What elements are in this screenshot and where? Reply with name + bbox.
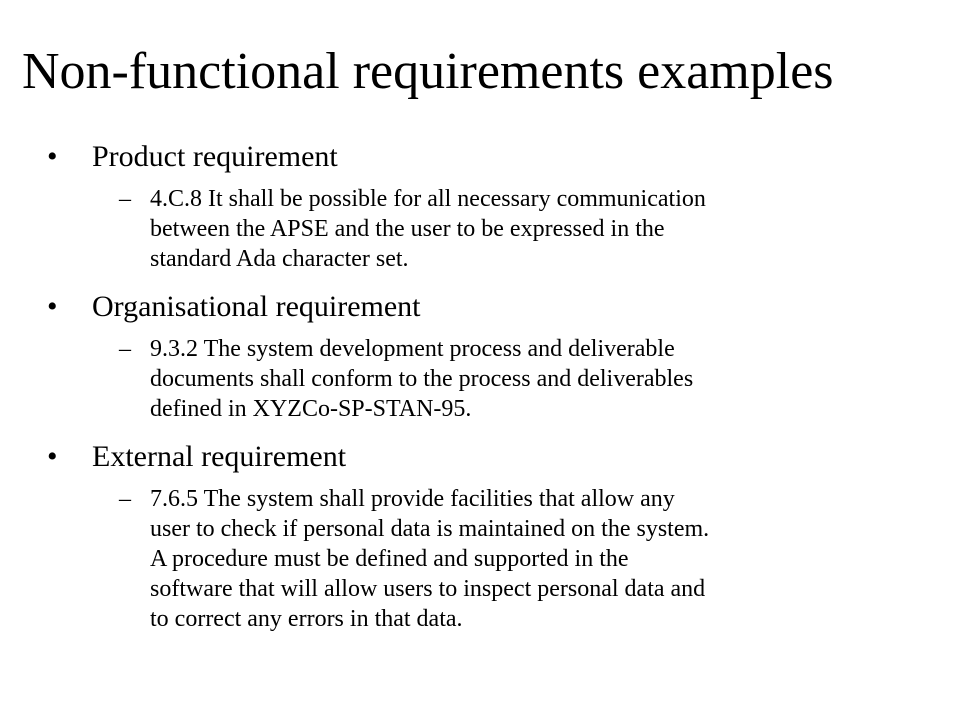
dash-icon: –	[119, 336, 131, 362]
requirement-detail: 9.3.2 The system development process and deliverable documents shall conform to the process and deliverables defined in XYZCo-SP-STAN-95.	[150, 336, 694, 422]
requirement-heading: Product requirement	[92, 140, 338, 173]
slide-title: Non-functional requirements examples	[22, 43, 834, 100]
requirement-section-organisational	[0, 286, 960, 424]
bullet-list	[0, 136, 960, 646]
bullet-row	[0, 286, 960, 328]
bullet-icon: •	[47, 140, 58, 173]
requirement-section-external	[0, 436, 960, 634]
requirement-detail: 4.C.8 It shall be possible for all necessary communication between the APSE and the user to be expressed in the standard Ada character set.	[150, 186, 706, 272]
sub-bullet-row	[0, 334, 960, 424]
requirement-heading: External requirement	[92, 440, 347, 473]
dash-icon: –	[119, 186, 131, 212]
requirement-heading: Organisational requirement	[92, 290, 421, 323]
bullet-row	[0, 436, 960, 478]
requirement-section-product	[0, 136, 960, 274]
bullet-row	[0, 136, 960, 178]
dash-icon: –	[119, 486, 131, 512]
bullet-icon: •	[47, 440, 58, 473]
requirement-detail: 7.6.5 The system shall provide facilities that allow any user to check if personal data is maintained on the system. A procedure must be defined and supported in the software that will allow users to inspect personal data and to correct any errors in that data.	[150, 486, 710, 632]
bullet-icon: •	[47, 290, 58, 323]
sub-bullet-row	[0, 184, 960, 274]
sub-bullet-row	[0, 484, 960, 634]
